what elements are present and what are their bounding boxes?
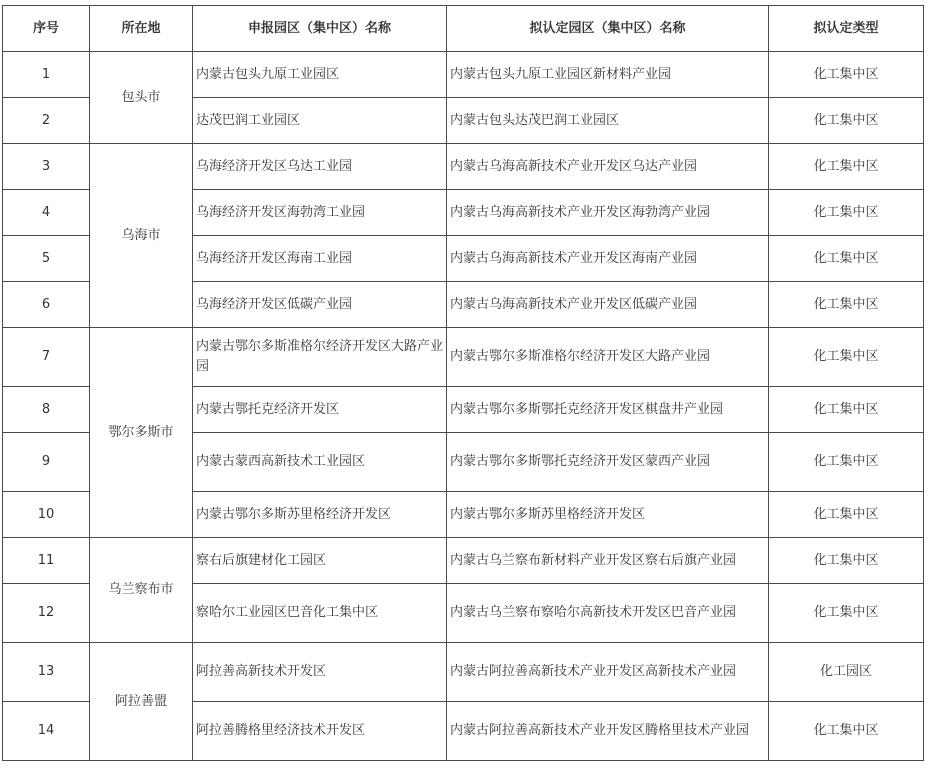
cell-applied-name: 阿拉善腾格里经济技术开发区 [193, 702, 447, 761]
header-proposed-park-name: 拟认定园区（集中区）名称 [447, 6, 769, 52]
table-row [3, 144, 924, 190]
cell-serial-no: 13 [3, 643, 90, 702]
cell-type: 化工集中区 [769, 492, 924, 538]
cell-applied-name: 乌海经济开发区海勃湾工业园 [193, 190, 447, 236]
table-row [3, 643, 924, 702]
cell-applied-name: 内蒙古鄂尔多斯准格尔经济开发区大路产业园 [193, 328, 447, 387]
header-proposed-type: 拟认定类型 [769, 6, 924, 52]
cell-type: 化工集中区 [769, 52, 924, 98]
cell-location: 鄂尔多斯市 [90, 328, 193, 538]
cell-applied-name: 内蒙古鄂托克经济开发区 [193, 387, 447, 433]
cell-proposed-name: 内蒙古包头九原工业园区新材料产业园 [447, 52, 769, 98]
cell-serial-no: 5 [3, 236, 90, 282]
cell-location: 乌兰察布市 [90, 538, 193, 643]
cell-applied-name: 乌海经济开发区低碳产业园 [193, 282, 447, 328]
cell-applied-name: 内蒙古蒙西高新技术工业园区 [193, 433, 447, 492]
cell-proposed-name: 内蒙古包头达茂巴润工业园区 [447, 98, 769, 144]
cell-proposed-name: 内蒙古乌兰察布察哈尔高新技术开发区巴音产业园 [447, 584, 769, 643]
cell-serial-no: 14 [3, 702, 90, 761]
cell-proposed-name: 内蒙古鄂尔多斯苏里格经济开发区 [447, 492, 769, 538]
cell-applied-name: 乌海经济开发区海南工业园 [193, 236, 447, 282]
cell-applied-name: 察右后旗建材化工园区 [193, 538, 447, 584]
cell-type: 化工集中区 [769, 190, 924, 236]
cell-applied-name: 乌海经济开发区乌达工业园 [193, 144, 447, 190]
cell-serial-no: 11 [3, 538, 90, 584]
table-row [3, 538, 924, 584]
cell-type: 化工集中区 [769, 538, 924, 584]
cell-location: 包头市 [90, 52, 193, 144]
cell-proposed-name: 内蒙古鄂尔多斯准格尔经济开发区大路产业园 [447, 328, 769, 387]
cell-proposed-name: 内蒙古阿拉善高新技术产业开发区高新技术产业园 [447, 643, 769, 702]
cell-serial-no: 10 [3, 492, 90, 538]
cell-type: 化工集中区 [769, 584, 924, 643]
cell-applied-name: 内蒙古包头九原工业园区 [193, 52, 447, 98]
cell-type: 化工集中区 [769, 702, 924, 761]
cell-proposed-name: 内蒙古阿拉善高新技术产业开发区腾格里技术产业园 [447, 702, 769, 761]
park-list-table [2, 5, 924, 761]
cell-type: 化工园区 [769, 643, 924, 702]
header-serial-no: 序号 [3, 6, 90, 52]
table-row [3, 328, 924, 387]
cell-serial-no: 4 [3, 190, 90, 236]
cell-type: 化工集中区 [769, 433, 924, 492]
cell-proposed-name: 内蒙古乌海高新技术产业开发区海南产业园 [447, 236, 769, 282]
cell-type: 化工集中区 [769, 387, 924, 433]
cell-proposed-name: 内蒙古乌兰察布新材料产业开发区察右后旗产业园 [447, 538, 769, 584]
cell-type: 化工集中区 [769, 282, 924, 328]
cell-serial-no: 2 [3, 98, 90, 144]
cell-serial-no: 6 [3, 282, 90, 328]
cell-type: 化工集中区 [769, 144, 924, 190]
table-row [3, 52, 924, 98]
cell-applied-name: 内蒙古鄂尔多斯苏里格经济开发区 [193, 492, 447, 538]
cell-serial-no: 1 [3, 52, 90, 98]
cell-location: 乌海市 [90, 144, 193, 328]
cell-serial-no: 9 [3, 433, 90, 492]
cell-proposed-name: 内蒙古乌海高新技术产业开发区乌达产业园 [447, 144, 769, 190]
cell-location: 阿拉善盟 [90, 643, 193, 761]
cell-serial-no: 12 [3, 584, 90, 643]
cell-serial-no: 8 [3, 387, 90, 433]
header-location: 所在地 [90, 6, 193, 52]
cell-applied-name: 阿拉善高新技术开发区 [193, 643, 447, 702]
cell-serial-no: 7 [3, 328, 90, 387]
cell-type: 化工集中区 [769, 328, 924, 387]
cell-proposed-name: 内蒙古鄂尔多斯鄂托克经济开发区棋盘井产业园 [447, 387, 769, 433]
cell-type: 化工集中区 [769, 236, 924, 282]
cell-type: 化工集中区 [769, 98, 924, 144]
cell-proposed-name: 内蒙古乌海高新技术产业开发区低碳产业园 [447, 282, 769, 328]
header-applied-park-name: 申报园区（集中区）名称 [193, 6, 447, 52]
cell-serial-no: 3 [3, 144, 90, 190]
table-header-row [3, 6, 924, 52]
cell-proposed-name: 内蒙古鄂尔多斯鄂托克经济开发区蒙西产业园 [447, 433, 769, 492]
cell-proposed-name: 内蒙古乌海高新技术产业开发区海勃湾产业园 [447, 190, 769, 236]
cell-applied-name: 察哈尔工业园区巴音化工集中区 [193, 584, 447, 643]
cell-applied-name: 达茂巴润工业园区 [193, 98, 447, 144]
